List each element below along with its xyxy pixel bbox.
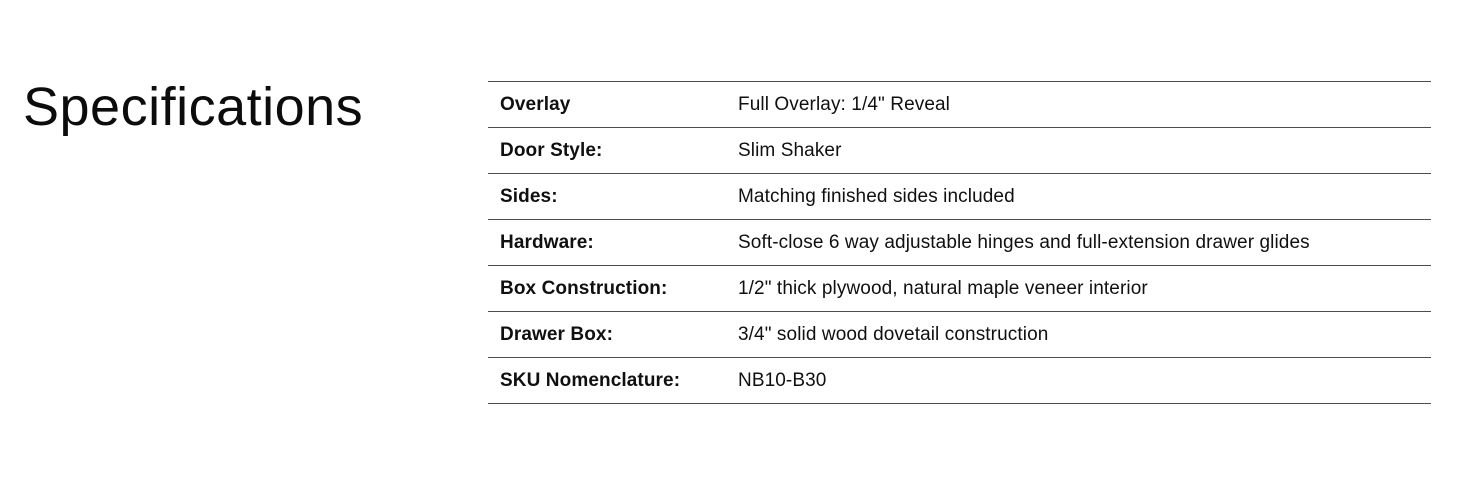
spec-label: Overlay: [500, 93, 571, 115]
spec-value: Slim Shaker: [738, 139, 842, 161]
section-title: Specifications: [23, 77, 364, 137]
spec-label: SKU Nomenclature:: [500, 369, 681, 391]
spec-value: Matching finished sides included: [738, 185, 1015, 207]
spec-value: 1/2" thick plywood, natural maple veneer interior: [738, 277, 1148, 299]
spec-row-hardware: [488, 220, 1431, 266]
spec-row-drawer-box: [488, 312, 1431, 358]
spec-label: Door Style:: [500, 139, 603, 161]
spec-label: Sides:: [500, 185, 558, 207]
spec-row-overlay: [488, 82, 1431, 128]
spec-label: Drawer Box:: [500, 323, 614, 345]
spec-row-door-style: [488, 128, 1431, 174]
spec-value: NB10-B30: [738, 369, 827, 391]
spec-label: Box Construction:: [500, 277, 668, 299]
spec-row-sku-nomenclature: [488, 358, 1431, 404]
spec-label: Hardware:: [500, 231, 594, 253]
spec-value: Soft-close 6 way adjustable hinges and full-extension drawer glides: [738, 231, 1310, 253]
spec-value: Full Overlay: 1/4" Reveal: [738, 93, 950, 115]
spec-row-box-construction: [488, 266, 1431, 312]
specifications-table: [488, 81, 1431, 404]
spec-row-sides: [488, 174, 1431, 220]
spec-value: 3/4" solid wood dovetail construction: [738, 323, 1049, 345]
